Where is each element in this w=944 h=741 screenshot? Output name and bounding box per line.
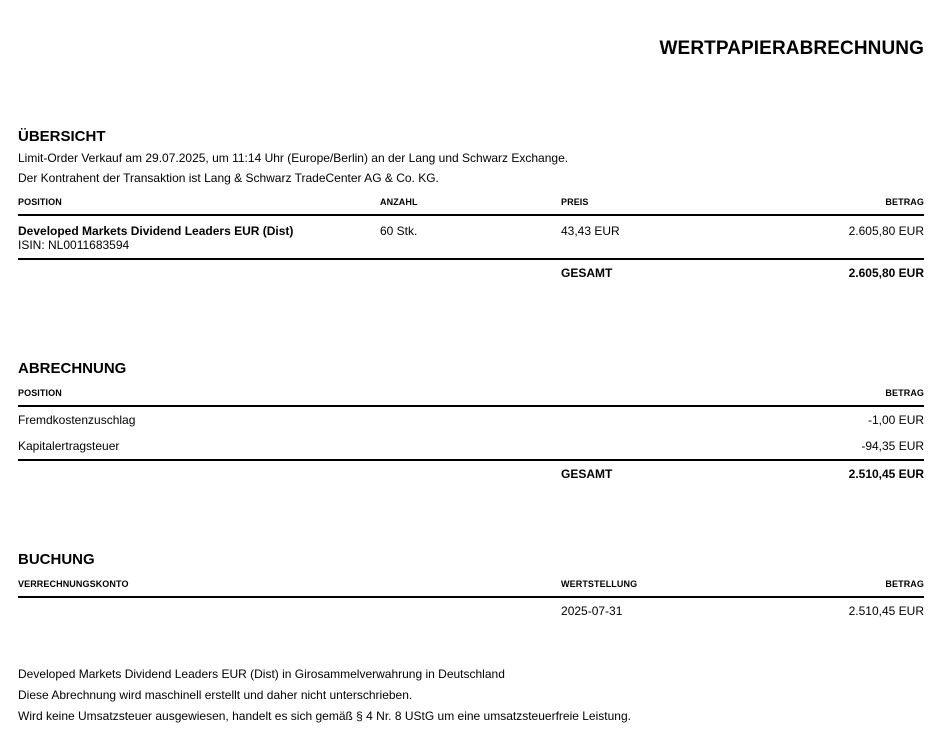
- column-header-value-date: WERTSTELLUNG: [561, 572, 742, 597]
- fee-amount: -1,00 EUR: [868, 413, 925, 427]
- column-header-position: POSITION: [18, 381, 742, 406]
- account-cell: [18, 597, 561, 624]
- table-row: [18, 433, 924, 460]
- booking-amount-cell: 2.510,45 EUR: [848, 604, 925, 618]
- overview-header-row: [18, 190, 924, 215]
- settlement-total-row: [18, 460, 924, 487]
- column-header-quantity: ANZAHL: [380, 190, 561, 215]
- overview-line-counterparty: Der Kontrahent der Transaktion ist Lang & Schwarz TradeCenter AG & Co. KG.: [18, 171, 439, 185]
- amount-cell: 2.605,80 EUR: [742, 215, 924, 259]
- footer-line-vat: Wird keine Umsatzsteuer ausgewiesen, handelt es sich gemäß § 4 Nr. 8 UStG um eine umsatzsteuerfreie Leistung.: [18, 709, 631, 723]
- overview-line-order: Limit-Order Verkauf am 29.07.2025, um 11:14 Uhr (Europe/Berlin) an der Lang und Schwarz Exchange.: [18, 151, 569, 165]
- overview-table: [18, 190, 924, 286]
- booking-section: [18, 550, 924, 624]
- booking-header-row: [18, 572, 924, 597]
- column-header-account: VERRECHNUNGSKONTO: [18, 572, 561, 597]
- settlement-table: [18, 381, 924, 487]
- security-name: Developed Markets Dividend Leaders EUR (Dist): [18, 224, 294, 238]
- footer-line-signature: Diese Abrechnung wird maschinell erstellt und daher nicht unterschrieben.: [18, 688, 413, 702]
- tax-label: Kapitalertragsteuer: [18, 433, 742, 460]
- settlement-heading: ABRECHNUNG: [18, 360, 127, 377]
- column-header-amount: BETRAG: [742, 381, 924, 406]
- position-cell: [18, 215, 380, 259]
- total-amount: 2.605,80 EUR: [848, 266, 924, 280]
- settlement-section: [18, 359, 924, 487]
- security-isin: ISIN: NL0011683594: [18, 238, 130, 252]
- booking-heading: BUCHUNG: [18, 551, 95, 568]
- settlement-header-row: [18, 381, 924, 406]
- footer-line-custody: Developed Markets Dividend Leaders EUR (Dist) in Girosammelverwahrung in Deutschland: [18, 667, 505, 681]
- table-row: [18, 597, 924, 624]
- column-header-amount: BETRAG: [742, 572, 924, 597]
- overview-section: [18, 127, 924, 286]
- column-header-amount: BETRAG: [742, 190, 924, 215]
- booking-table: [18, 572, 924, 624]
- overview-total-row: [18, 259, 924, 286]
- document-page: [18, 0, 924, 741]
- document-title: WERTPAPIERABRECHNUNG: [659, 38, 924, 59]
- column-header-price: PREIS: [561, 190, 742, 215]
- price-cell: 43,43 EUR: [561, 215, 742, 259]
- fee-label: Fremdkostenzuschlag: [18, 413, 136, 427]
- quantity-cell: 60 Stk.: [380, 215, 561, 259]
- total-amount: 2.510,45 EUR: [848, 467, 925, 481]
- footer-notes: [18, 664, 924, 727]
- table-row: [18, 406, 924, 433]
- overview-heading: ÜBERSICHT: [18, 128, 106, 145]
- value-date-cell: 2025-07-31: [561, 604, 623, 618]
- total-label: GESAMT: [561, 266, 613, 280]
- total-label: GESAMT: [561, 467, 613, 481]
- table-row: [18, 215, 924, 259]
- tax-amount: -94,35 EUR: [742, 433, 924, 460]
- column-header-position: POSITION: [18, 190, 380, 215]
